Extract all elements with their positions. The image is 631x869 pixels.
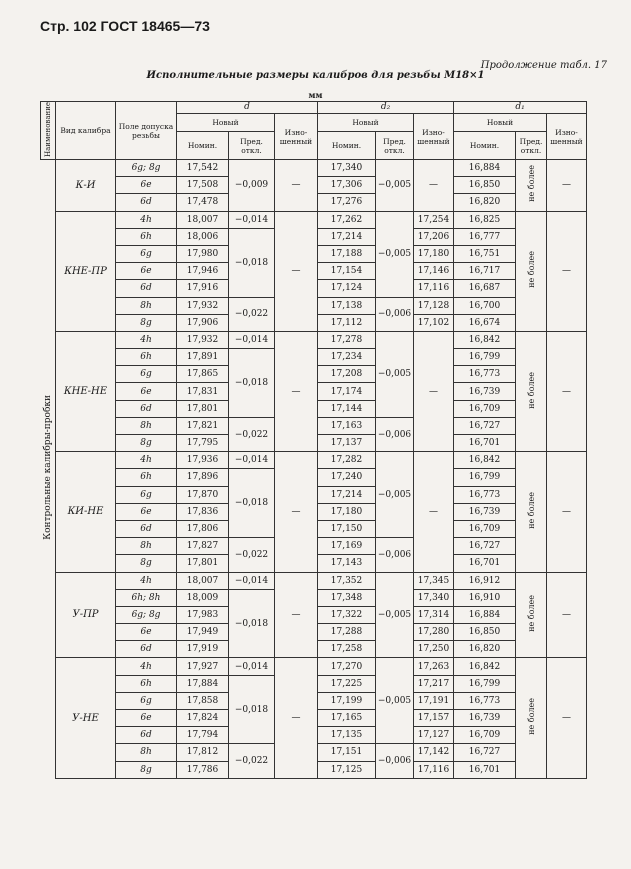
- d-nominal: 17,508: [177, 177, 229, 194]
- tolerance-field: 8g: [116, 314, 177, 331]
- d1-nominal: 16,717: [454, 263, 516, 280]
- tolerance-field: 6d: [116, 520, 177, 537]
- d2-worn: 17,280: [414, 624, 454, 641]
- d2-nominal: 17,188: [318, 245, 376, 262]
- d1-nominal: 16,727: [454, 538, 516, 555]
- tolerance-field: 6g: [116, 486, 177, 503]
- d1-nominal: 16,799: [454, 349, 516, 366]
- d-nominal: 17,891: [177, 349, 229, 366]
- d2-nominal: 17,225: [318, 675, 376, 692]
- d1-nominal: 16,709: [454, 727, 516, 744]
- d-worn: —: [275, 160, 318, 212]
- d1-worn: —: [547, 160, 587, 212]
- d2-nominal: 17,112: [318, 314, 376, 331]
- d-worn: —: [275, 331, 318, 451]
- d2-nominal: 17,150: [318, 520, 376, 537]
- d-nominal: 17,870: [177, 486, 229, 503]
- d-nominal: 18,006: [177, 228, 229, 245]
- d-deviation: −0,018: [229, 589, 275, 658]
- d2-nominal: 17,276: [318, 194, 376, 211]
- d2-deviation: −0,005: [376, 658, 414, 744]
- d1-nominal: 16,727: [454, 744, 516, 761]
- d-nominal: 17,932: [177, 297, 229, 314]
- header-d2-new: Новый: [318, 114, 414, 132]
- d1-worn: —: [547, 452, 587, 572]
- tolerance-field: 6h: [116, 349, 177, 366]
- tolerance-field: 6h; 8h: [116, 589, 177, 606]
- d2-nominal: 17,258: [318, 641, 376, 658]
- header-d-deviation: Пред. откл.: [229, 132, 275, 160]
- d-worn: —: [275, 452, 318, 572]
- header-d2-worn: Изно-шенный: [414, 114, 454, 160]
- d-deviation: −0,018: [229, 228, 275, 297]
- d1-nominal: 16,820: [454, 194, 516, 211]
- d2-nominal: 17,208: [318, 366, 376, 383]
- d2-nominal: 17,137: [318, 435, 376, 452]
- header-d2-deviation: Пред. откл.: [376, 132, 414, 160]
- d2-nominal: 17,306: [318, 177, 376, 194]
- d2-worn: 17,254: [414, 211, 454, 228]
- d2-nominal: 17,151: [318, 744, 376, 761]
- header-d1-deviation: Пред. откл.: [516, 132, 547, 160]
- d2-deviation: −0,005: [376, 160, 414, 212]
- d2-nominal: 17,348: [318, 589, 376, 606]
- d1-nominal: 16,799: [454, 469, 516, 486]
- tolerance-field: 6d: [116, 727, 177, 744]
- d1-nominal: 16,842: [454, 331, 516, 348]
- d2-nominal: 17,174: [318, 383, 376, 400]
- d2-worn: 17,191: [414, 692, 454, 709]
- d-nominal: 17,906: [177, 314, 229, 331]
- d1-nominal: 16,773: [454, 366, 516, 383]
- d-nominal: 17,983: [177, 606, 229, 623]
- d2-worn: 17,206: [414, 228, 454, 245]
- d2-worn: 17,345: [414, 572, 454, 589]
- d2-deviation: −0,005: [376, 452, 414, 538]
- tolerance-field: 4h: [116, 211, 177, 228]
- d2-nominal: 17,214: [318, 228, 376, 245]
- d-nominal: 17,980: [177, 245, 229, 262]
- d1-worn: —: [547, 331, 587, 451]
- d-nominal: 17,806: [177, 520, 229, 537]
- d1-nominal: 16,850: [454, 624, 516, 641]
- d2-nominal: 17,270: [318, 658, 376, 675]
- header-d-nominal: Номин.: [177, 132, 229, 160]
- tolerance-field: 6e: [116, 263, 177, 280]
- d2-worn: 17,127: [414, 727, 454, 744]
- header-d1-worn: Изно-шенный: [547, 114, 587, 160]
- d2-nominal: 17,240: [318, 469, 376, 486]
- d2-worn: 17,102: [414, 314, 454, 331]
- max-bound-label: не более: [526, 491, 536, 529]
- d-nominal: 17,831: [177, 383, 229, 400]
- d2-nominal: 17,352: [318, 572, 376, 589]
- tolerance-field: 6g; 8g: [116, 160, 177, 177]
- d-nominal: 17,794: [177, 727, 229, 744]
- d-nominal: 17,795: [177, 435, 229, 452]
- header-d1: d₁: [454, 102, 587, 114]
- header-d-new: Новый: [177, 114, 275, 132]
- d1-nominal: 16,773: [454, 486, 516, 503]
- d-nominal: 17,896: [177, 469, 229, 486]
- tolerance-field: 6e: [116, 710, 177, 727]
- d-deviation: −0,014: [229, 211, 275, 228]
- d2-nominal: 17,169: [318, 538, 376, 555]
- d1-deviation: [516, 331, 547, 451]
- tolerance-field: 6d: [116, 641, 177, 658]
- tolerance-field: 4h: [116, 331, 177, 348]
- d2-nominal: 17,340: [318, 160, 376, 177]
- tolerance-field: 8h: [116, 297, 177, 314]
- max-bound-label: не более: [526, 698, 536, 735]
- d2-nominal: 17,135: [318, 727, 376, 744]
- tolerance-field: 8h: [116, 538, 177, 555]
- side-label: Контрольные калибры-пробки: [42, 395, 53, 541]
- tolerance-field: 6d: [116, 280, 177, 297]
- d2-worn: 17,340: [414, 589, 454, 606]
- d1-nominal: 16,799: [454, 675, 516, 692]
- d2-worn: 17,128: [414, 297, 454, 314]
- page-header: Стр. 102 ГОСТ 18465—73: [40, 18, 210, 34]
- d-nominal: 17,812: [177, 744, 229, 761]
- tolerance-field: 6e: [116, 177, 177, 194]
- max-bound-label: не более: [526, 595, 536, 632]
- d1-nominal: 16,820: [454, 641, 516, 658]
- d-worn: —: [275, 572, 318, 658]
- max-bound-label: не более: [526, 251, 536, 289]
- d1-worn: —: [547, 572, 587, 658]
- header-kind: Вид калибра: [56, 102, 116, 160]
- table-row: [41, 452, 587, 469]
- d2-nominal: 17,165: [318, 710, 376, 727]
- d1-nominal: 16,842: [454, 658, 516, 675]
- d2-nominal: 17,262: [318, 211, 376, 228]
- d1-deviation: [516, 160, 547, 212]
- d1-nominal: 16,825: [454, 211, 516, 228]
- d2-deviation: −0,006: [376, 417, 414, 451]
- d1-deviation: [516, 452, 547, 572]
- d-nominal: 17,884: [177, 675, 229, 692]
- d2-deviation: −0,005: [376, 211, 414, 297]
- d-worn: —: [275, 211, 318, 331]
- d-nominal: 17,946: [177, 263, 229, 280]
- d-deviation: −0,018: [229, 469, 275, 538]
- d-nominal: 17,801: [177, 555, 229, 572]
- gauge-kind: КНЕ-НЕ: [56, 331, 116, 451]
- tolerance-field: 4h: [116, 658, 177, 675]
- d1-nominal: 16,739: [454, 710, 516, 727]
- tolerance-field: 6d: [116, 194, 177, 211]
- d2-worn: 17,142: [414, 744, 454, 761]
- gauge-kind: КНЕ-ПР: [56, 211, 116, 331]
- d1-nominal: 16,687: [454, 280, 516, 297]
- d-nominal: 17,827: [177, 538, 229, 555]
- d-deviation: −0,022: [229, 417, 275, 451]
- d2-worn: 17,116: [414, 761, 454, 778]
- d-nominal: 17,916: [177, 280, 229, 297]
- d1-nominal: 16,674: [454, 314, 516, 331]
- tolerance-field: 8g: [116, 435, 177, 452]
- d-deviation: −0,014: [229, 572, 275, 589]
- d2-nominal: 17,234: [318, 349, 376, 366]
- d1-nominal: 16,777: [454, 228, 516, 245]
- d2-nominal: 17,180: [318, 503, 376, 520]
- d1-nominal: 16,701: [454, 761, 516, 778]
- tolerance-field: 6h: [116, 228, 177, 245]
- d2-worn: 17,157: [414, 710, 454, 727]
- d1-nominal: 16,751: [454, 245, 516, 262]
- d1-nominal: 16,912: [454, 572, 516, 589]
- d2-nominal: 17,144: [318, 400, 376, 417]
- d2-deviation: −0,005: [376, 331, 414, 417]
- d2-nominal: 17,163: [318, 417, 376, 434]
- d2-worn: 17,217: [414, 675, 454, 692]
- header-d1-nominal: Номин.: [454, 132, 516, 160]
- d1-nominal: 16,773: [454, 692, 516, 709]
- gauge-kind: У-ПР: [56, 572, 116, 658]
- header-d1-new: Новый: [454, 114, 547, 132]
- d-nominal: 17,949: [177, 624, 229, 641]
- tolerance-field: 8h: [116, 417, 177, 434]
- d2-worn: 17,314: [414, 606, 454, 623]
- header-name: Наименование: [41, 102, 56, 160]
- d-nominal: 18,009: [177, 589, 229, 606]
- table-row: [41, 658, 587, 675]
- d-nominal: 17,801: [177, 400, 229, 417]
- d-deviation: −0,018: [229, 349, 275, 418]
- d-deviation: −0,014: [229, 452, 275, 469]
- d-deviation: −0,018: [229, 675, 275, 744]
- d2-deviation: −0,005: [376, 572, 414, 658]
- tolerance-field: 6e: [116, 503, 177, 520]
- header-d2: d₂: [318, 102, 454, 114]
- tolerance-field: 4h: [116, 452, 177, 469]
- d-nominal: 17,858: [177, 692, 229, 709]
- header-tolerance: Поле допуска резьбы: [116, 102, 177, 160]
- d-nominal: 18,007: [177, 572, 229, 589]
- d-nominal: 17,932: [177, 331, 229, 348]
- d-nominal: 17,927: [177, 658, 229, 675]
- d-nominal: 17,919: [177, 641, 229, 658]
- gauge-dimensions-table: [40, 101, 587, 779]
- d-nominal: 18,007: [177, 211, 229, 228]
- d-deviation: −0,022: [229, 744, 275, 778]
- tolerance-field: 6g: [116, 245, 177, 262]
- d2-nominal: 17,288: [318, 624, 376, 641]
- d1-worn: —: [547, 658, 587, 778]
- d2-nominal: 17,138: [318, 297, 376, 314]
- gauge-kind: КИ-НЕ: [56, 452, 116, 572]
- max-bound-label: не более: [526, 165, 536, 203]
- d1-deviation: [516, 658, 547, 778]
- d2-nominal: 17,199: [318, 692, 376, 709]
- d2-deviation: −0,006: [376, 744, 414, 778]
- tolerance-field: 8g: [116, 555, 177, 572]
- tolerance-field: 4h: [116, 572, 177, 589]
- d2-worn: —: [414, 160, 454, 212]
- d1-nominal: 16,884: [454, 606, 516, 623]
- d-nominal: 17,821: [177, 417, 229, 434]
- tolerance-field: 6h: [116, 675, 177, 692]
- tolerance-field: 6g: [116, 366, 177, 383]
- d-deviation: −0,014: [229, 658, 275, 675]
- table-row: [41, 160, 587, 177]
- d1-nominal: 16,884: [454, 160, 516, 177]
- tolerance-field: 8g: [116, 761, 177, 778]
- d1-nominal: 16,910: [454, 589, 516, 606]
- d-deviation: −0,022: [229, 297, 275, 331]
- header-d2-nominal: Номин.: [318, 132, 376, 160]
- d2-worn: 17,116: [414, 280, 454, 297]
- d2-worn: 17,146: [414, 263, 454, 280]
- d2-nominal: 17,154: [318, 263, 376, 280]
- max-bound-label: не более: [526, 371, 536, 409]
- table-title: Исполнительные размеры калибров для резьбы М18×1: [146, 70, 485, 81]
- tolerance-field: 6g; 8g: [116, 606, 177, 623]
- d-nominal: 17,824: [177, 710, 229, 727]
- d1-nominal: 16,850: [454, 177, 516, 194]
- d2-worn: 17,263: [414, 658, 454, 675]
- side-label-cell: [41, 160, 56, 779]
- d2-nominal: 17,143: [318, 555, 376, 572]
- d-deviation: −0,009: [229, 160, 275, 212]
- d2-nominal: 17,278: [318, 331, 376, 348]
- tolerance-field: 6g: [116, 692, 177, 709]
- d2-worn: 17,180: [414, 245, 454, 262]
- table-row: [41, 211, 587, 228]
- d2-nominal: 17,322: [318, 606, 376, 623]
- d1-nominal: 16,842: [454, 452, 516, 469]
- header-d: d: [177, 102, 318, 114]
- gauge-kind: К-И: [56, 160, 116, 212]
- d2-nominal: 17,124: [318, 280, 376, 297]
- d-worn: —: [275, 658, 318, 778]
- tolerance-field: 6h: [116, 469, 177, 486]
- table-row: [41, 572, 587, 589]
- tolerance-field: 6e: [116, 383, 177, 400]
- table-row: [41, 331, 587, 348]
- units-label: мм: [308, 90, 323, 100]
- d-deviation: −0,014: [229, 331, 275, 348]
- d1-nominal: 16,739: [454, 383, 516, 400]
- d1-nominal: 16,709: [454, 400, 516, 417]
- d-nominal: 17,542: [177, 160, 229, 177]
- d-nominal: 17,936: [177, 452, 229, 469]
- d2-nominal: 17,125: [318, 761, 376, 778]
- d1-nominal: 16,739: [454, 503, 516, 520]
- tolerance-field: 6d: [116, 400, 177, 417]
- d-nominal: 17,865: [177, 366, 229, 383]
- header-d-worn: Изно-шенный: [275, 114, 318, 160]
- d1-nominal: 16,727: [454, 417, 516, 434]
- d1-nominal: 16,709: [454, 520, 516, 537]
- table-body: [41, 160, 587, 779]
- continuation-label: Продолжение табл. 17: [480, 60, 607, 71]
- d-nominal: 17,836: [177, 503, 229, 520]
- d-nominal: 17,786: [177, 761, 229, 778]
- d2-worn: —: [414, 331, 454, 451]
- d2-worn: —: [414, 452, 454, 572]
- d-nominal: 17,478: [177, 194, 229, 211]
- d1-deviation: [516, 572, 547, 658]
- d2-worn: 17,250: [414, 641, 454, 658]
- d1-deviation: [516, 211, 547, 331]
- gauge-kind: У-НЕ: [56, 658, 116, 778]
- d1-nominal: 16,700: [454, 297, 516, 314]
- d2-nominal: 17,282: [318, 452, 376, 469]
- tolerance-field: 6e: [116, 624, 177, 641]
- d-deviation: −0,022: [229, 538, 275, 572]
- d2-deviation: −0,006: [376, 297, 414, 331]
- d1-nominal: 16,701: [454, 435, 516, 452]
- d1-worn: —: [547, 211, 587, 331]
- tolerance-field: 8h: [116, 744, 177, 761]
- d2-deviation: −0,006: [376, 538, 414, 572]
- d2-nominal: 17,214: [318, 486, 376, 503]
- d1-nominal: 16,701: [454, 555, 516, 572]
